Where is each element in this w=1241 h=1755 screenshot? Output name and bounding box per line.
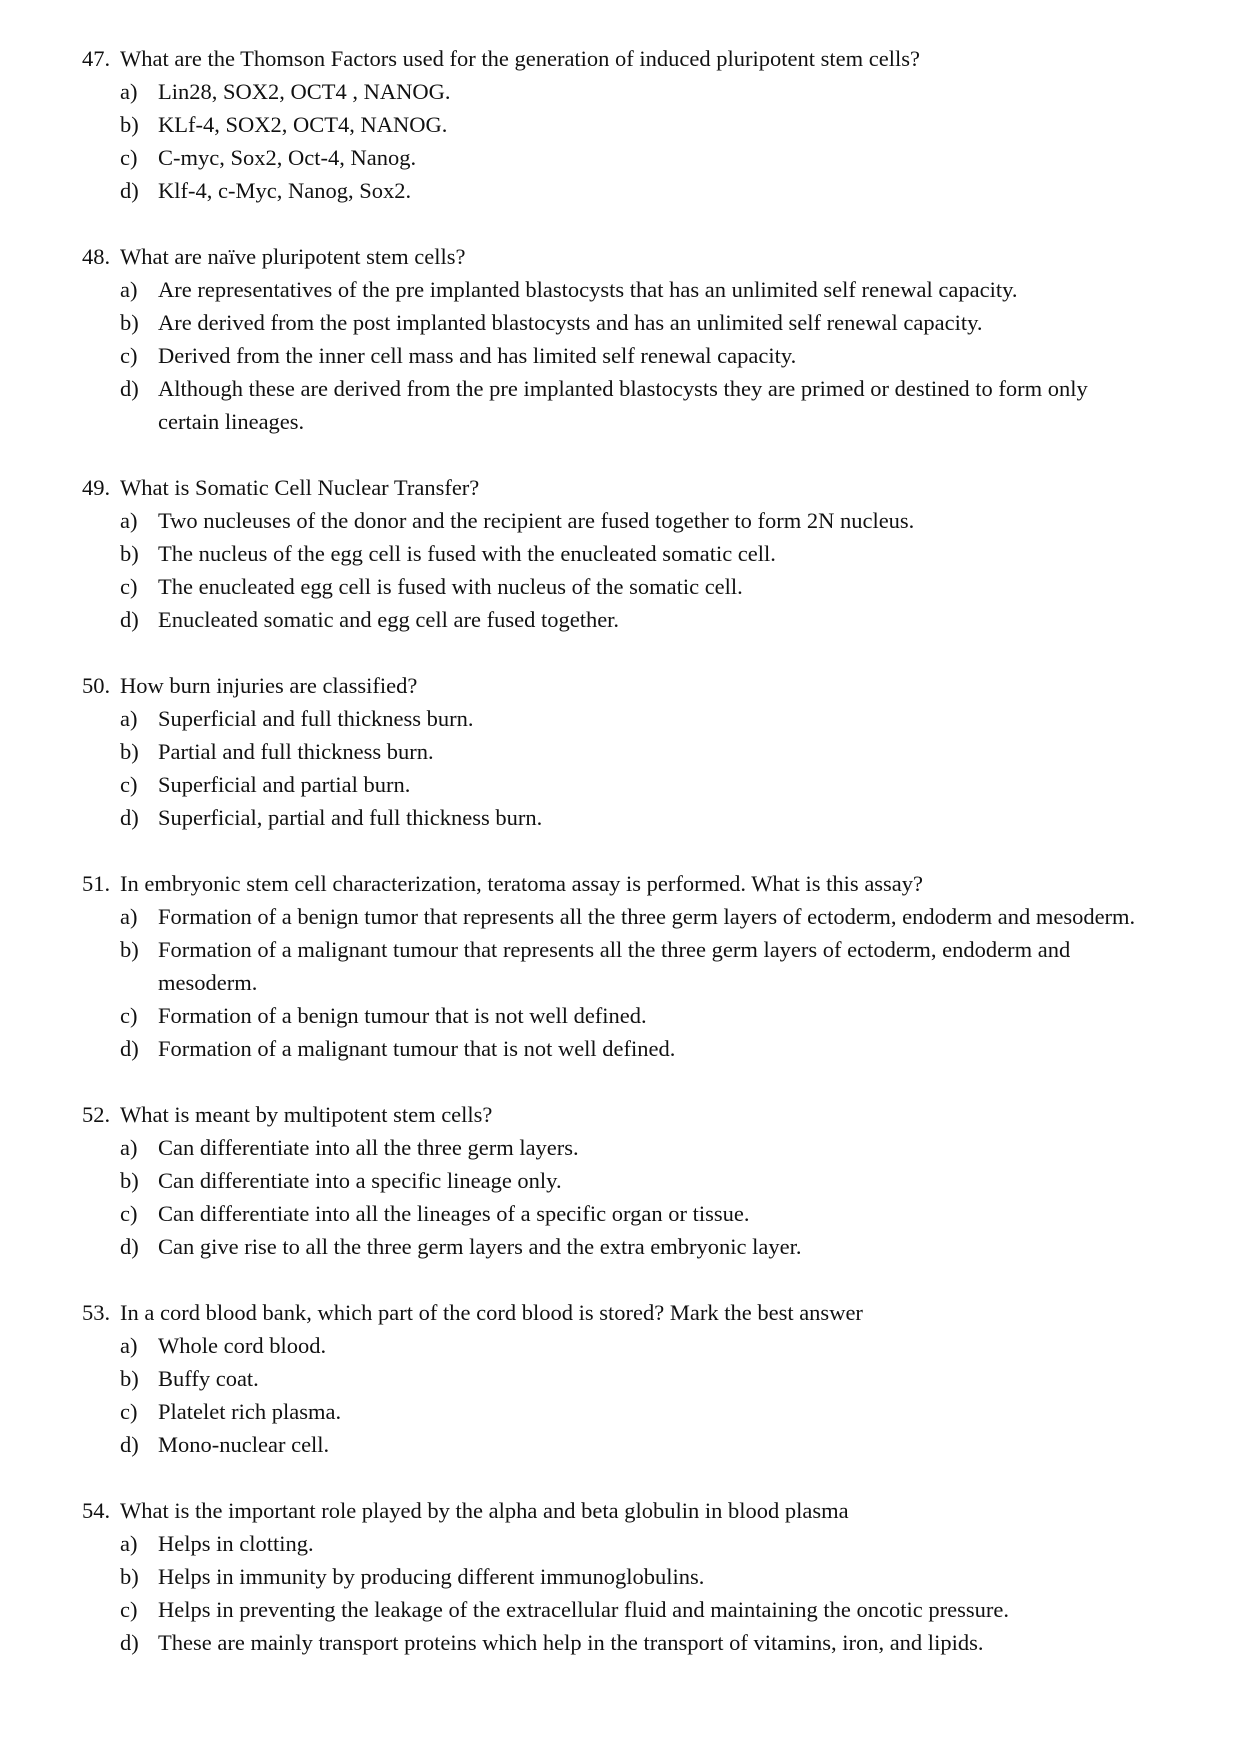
option-letter: c) [120, 1597, 138, 1622]
option-text: Klf-4, c-Myc, Nanog, Sox2. [158, 178, 412, 203]
option-letter: b) [120, 1366, 139, 1391]
option-letter: d) [120, 607, 139, 632]
question-text: How burn injuries are classified? [120, 673, 418, 698]
options-list [82, 1329, 1181, 1461]
option-letter: a) [120, 508, 138, 533]
option-d [82, 801, 1181, 834]
question-text: In embryonic stem cell characterization, teratoma assay is performed. What is this assay? [120, 871, 924, 896]
option-a [82, 504, 1181, 537]
option-text: Lin28, SOX2, OCT4 , NANOG. [158, 79, 451, 104]
option-letter: a) [120, 1135, 138, 1160]
question-number: 48. [82, 244, 111, 269]
question-stem [82, 240, 1181, 273]
option-text: C-myc, Sox2, Oct-4, Nanog. [158, 145, 417, 170]
option-text: Are derived from the post implanted blastocysts and has an unlimited self renewal capacity. [158, 310, 983, 335]
question-47 [82, 42, 1181, 207]
option-c [82, 141, 1181, 174]
option-letter: d) [120, 805, 139, 830]
option-b [82, 933, 1181, 999]
option-text: Helps in preventing the leakage of the extracellular fluid and maintaining the oncotic pressure. [158, 1597, 1009, 1622]
option-b [82, 306, 1181, 339]
option-text: Can differentiate into all the lineages of a specific organ or tissue. [158, 1201, 750, 1226]
question-number: 50. [82, 673, 111, 698]
question-number: 47. [82, 46, 111, 71]
option-d [82, 603, 1181, 636]
question-54 [82, 1494, 1181, 1659]
question-number: 51. [82, 871, 111, 896]
option-letter: c) [120, 1201, 138, 1226]
option-b [82, 1164, 1181, 1197]
option-text: Formation of a benign tumor that represents all the three germ layers of ectoderm, endoderm and mesoderm. [158, 904, 1136, 929]
option-c [82, 339, 1181, 372]
option-text: The enucleated egg cell is fused with nucleus of the somatic cell. [158, 574, 743, 599]
question-text: What are the Thomson Factors used for the generation of induced pluripotent stem cells? [120, 46, 920, 71]
question-text: What is meant by multipotent stem cells? [120, 1102, 493, 1127]
option-d [82, 174, 1181, 207]
option-a [82, 900, 1181, 933]
question-number: 53. [82, 1300, 111, 1325]
option-a [82, 273, 1181, 306]
option-text: Superficial, partial and full thickness burn. [158, 805, 543, 830]
option-text: Superficial and full thickness burn. [158, 706, 474, 731]
option-letter: d) [120, 1630, 139, 1655]
option-text: Derived from the inner cell mass and has limited self renewal capacity. [158, 343, 797, 368]
option-letter: b) [120, 739, 139, 764]
option-text: Mono-nuclear cell. [158, 1432, 330, 1457]
option-text: Platelet rich plasma. [158, 1399, 342, 1424]
option-letter: c) [120, 772, 138, 797]
option-a [82, 1131, 1181, 1164]
option-text: Formation of a benign tumour that is not well defined. [158, 1003, 647, 1028]
option-d [82, 1626, 1181, 1659]
option-letter: b) [120, 541, 139, 566]
option-letter: c) [120, 1003, 138, 1028]
question-stem [82, 42, 1181, 75]
option-b [82, 1362, 1181, 1395]
question-51 [82, 867, 1181, 1065]
option-letter: c) [120, 574, 138, 599]
option-b [82, 108, 1181, 141]
option-a [82, 1527, 1181, 1560]
option-d [82, 1230, 1181, 1263]
options-list [82, 504, 1181, 636]
option-letter: a) [120, 277, 138, 302]
options-list [82, 75, 1181, 207]
question-text: What is the important role played by the alpha and beta globulin in blood plasma [120, 1498, 849, 1523]
question-stem [82, 867, 1181, 900]
option-letter: d) [120, 178, 139, 203]
option-letter: b) [120, 937, 139, 962]
option-letter: d) [120, 1432, 139, 1457]
option-letter: b) [120, 1564, 139, 1589]
option-c [82, 1593, 1181, 1626]
question-number: 49. [82, 475, 111, 500]
option-text: Buffy coat. [158, 1366, 259, 1391]
option-letter: a) [120, 79, 138, 104]
option-c [82, 999, 1181, 1032]
question-stem [82, 471, 1181, 504]
option-a [82, 702, 1181, 735]
option-letter: c) [120, 145, 138, 170]
question-53 [82, 1296, 1181, 1461]
question-text: What is Somatic Cell Nuclear Transfer? [120, 475, 480, 500]
question-stem [82, 1098, 1181, 1131]
question-number: 52. [82, 1102, 111, 1127]
option-letter: d) [120, 1234, 139, 1259]
option-text: Can differentiate into all the three germ layers. [158, 1135, 579, 1160]
options-list [82, 273, 1181, 438]
option-a [82, 1329, 1181, 1362]
option-text: Although these are derived from the pre implanted blastocysts they are primed or destined to form only certain lineages. [158, 376, 1088, 434]
option-text: Formation of a malignant tumour that represents all the three germ layers of ectoderm, endoderm and mesoderm. [158, 937, 1071, 995]
question-text: In a cord blood bank, which part of the cord blood is stored? Mark the best answer [120, 1300, 863, 1325]
option-d [82, 1032, 1181, 1065]
option-letter: a) [120, 1333, 138, 1358]
options-list [82, 702, 1181, 834]
option-c [82, 768, 1181, 801]
question-49 [82, 471, 1181, 636]
options-list [82, 900, 1181, 1065]
option-b [82, 1560, 1181, 1593]
option-a [82, 75, 1181, 108]
option-letter: c) [120, 343, 138, 368]
option-text: Helps in immunity by producing different immunoglobulins. [158, 1564, 705, 1589]
option-text: These are mainly transport proteins which help in the transport of vitamins, iron, and lipids. [158, 1630, 984, 1655]
option-text: Can differentiate into a specific lineage only. [158, 1168, 562, 1193]
option-letter: a) [120, 706, 138, 731]
option-letter: d) [120, 1036, 139, 1061]
options-list [82, 1527, 1181, 1659]
question-stem [82, 669, 1181, 702]
option-text: Two nucleuses of the donor and the recipient are fused together to form 2N nucleus. [158, 508, 915, 533]
option-d [82, 372, 1181, 438]
option-b [82, 735, 1181, 768]
option-b [82, 537, 1181, 570]
option-text: Whole cord blood. [158, 1333, 327, 1358]
question-text: What are naïve pluripotent stem cells? [120, 244, 466, 269]
question-number: 54. [82, 1498, 111, 1523]
option-letter: a) [120, 1531, 138, 1556]
option-text: Formation of a malignant tumour that is not well defined. [158, 1036, 676, 1061]
option-text: Enucleated somatic and egg cell are fused together. [158, 607, 620, 632]
option-letter: b) [120, 310, 139, 335]
option-c [82, 1395, 1181, 1428]
option-text: Superficial and partial burn. [158, 772, 411, 797]
option-letter: b) [120, 1168, 139, 1193]
option-text: Can give rise to all the three germ layers and the extra embryonic layer. [158, 1234, 802, 1259]
option-letter: a) [120, 904, 138, 929]
question-48 [82, 240, 1181, 438]
options-list [82, 1131, 1181, 1263]
option-letter: b) [120, 112, 139, 137]
option-d [82, 1428, 1181, 1461]
option-text: KLf-4, SOX2, OCT4, NANOG. [158, 112, 448, 137]
option-text: Partial and full thickness burn. [158, 739, 434, 764]
option-letter: c) [120, 1399, 138, 1424]
option-text: Are representatives of the pre implanted blastocysts that has an unlimited self renewal capacity. [158, 277, 1018, 302]
question-stem [82, 1296, 1181, 1329]
option-c [82, 570, 1181, 603]
option-c [82, 1197, 1181, 1230]
question-52 [82, 1098, 1181, 1263]
question-50 [82, 669, 1181, 834]
question-stem [82, 1494, 1181, 1527]
option-letter: d) [120, 376, 139, 401]
option-text: The nucleus of the egg cell is fused with the enucleated somatic cell. [158, 541, 776, 566]
option-text: Helps in clotting. [158, 1531, 314, 1556]
